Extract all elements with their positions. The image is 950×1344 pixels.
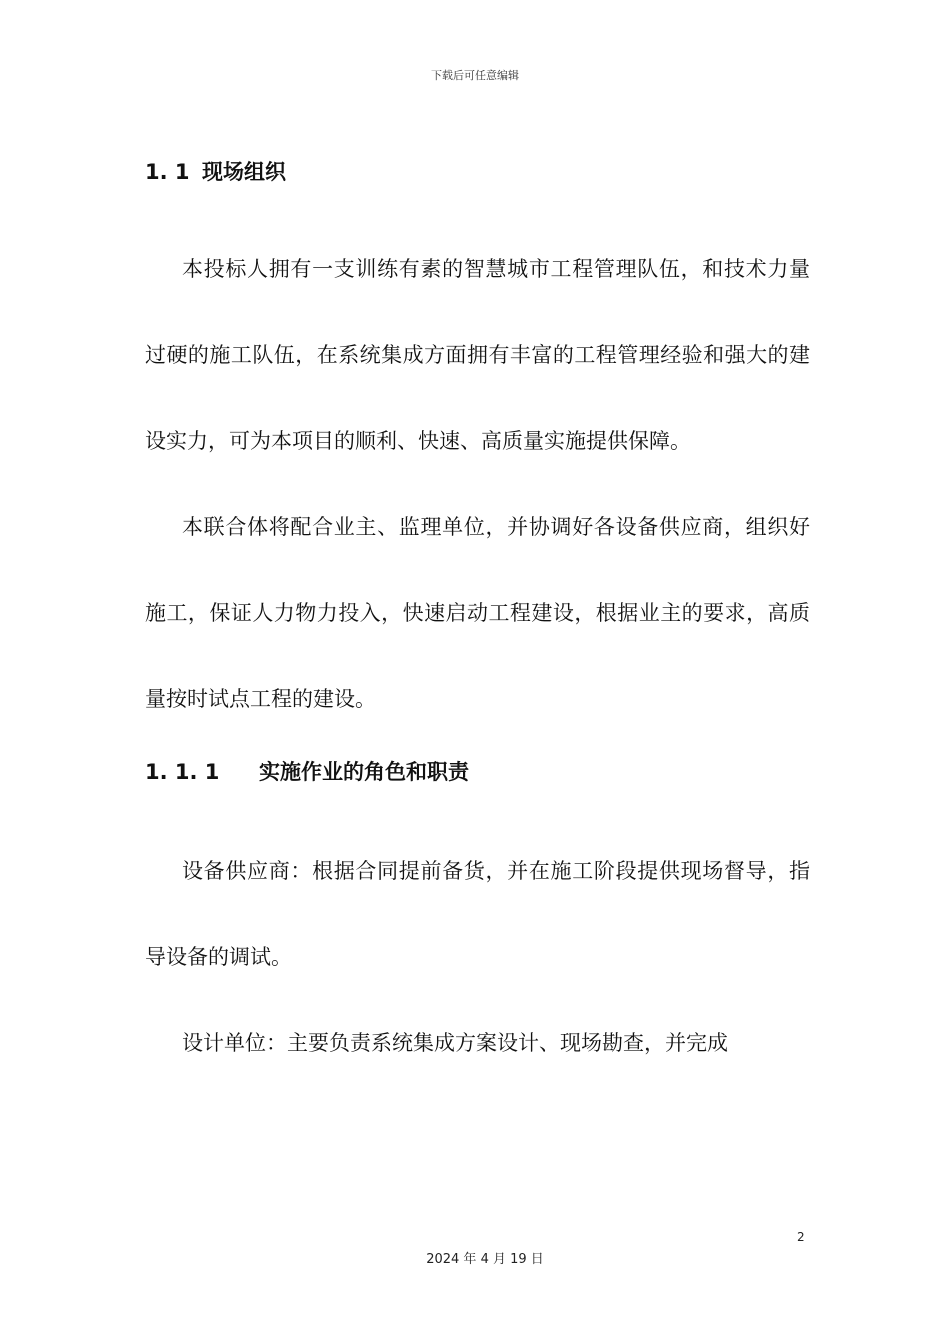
section-heading-1-1 (145, 150, 810, 194)
footer-date: 2024 年 4 月 19 日 (426, 1252, 544, 1267)
paragraph-equipment-supplier: 设备供应商：根据合同提前备货，并在施工阶段提供现场督导，指导设备的调试。 (145, 859, 810, 969)
section-number: 1. 1 (145, 160, 190, 184)
document-body (145, 150, 810, 1086)
page-header-note: 下载后可任意编辑 (431, 69, 519, 82)
paragraph-team-capability: 本投标人拥有一支训练有素的智慧城市工程管理队伍，和技术力量过硬的施工队伍，在系统集成方面拥有丰富的工程管理经验和强大的建设实力，可为本项目的顺利、快速、高质量实施提供保障。 (145, 257, 810, 453)
section-heading-1-1-1 (145, 750, 810, 794)
subsection-number: 1. 1. 1 (145, 760, 220, 784)
page-number: 2 (797, 1230, 805, 1244)
section-title: 现场组织 (202, 160, 286, 184)
subsection-title: 实施作业的角色和职责 (259, 760, 469, 784)
paragraph-design-unit: 设计单位：主要负责系统集成方案设计、现场勘查，并完成 (182, 1031, 728, 1055)
paragraph-consortium-coordination: 本联合体将配合业主、监理单位，并协调好各设备供应商，组织好施工，保证人力物力投入，快速启动工程建设，根据业主的要求，高质量按时试点工程的建设。 (145, 515, 810, 711)
